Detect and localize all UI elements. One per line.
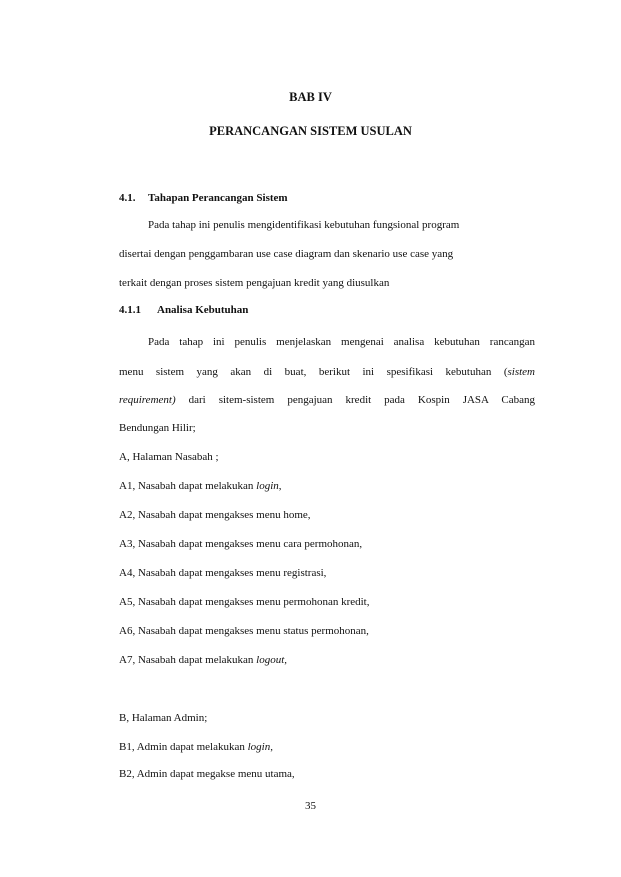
section-4-1-1-title: Analisa Kebutuhan: [157, 304, 249, 316]
section-4-1-1-para-line-3: requirement) dari sitem-sistem pengajuan kredit pada Kospin JASA Cabang: [119, 394, 535, 406]
nasabah-item-a3: A3, Nasabah dapat mengakses menu cara permohonan,: [119, 538, 363, 550]
section-4-1-para-line-3: terkait dengan proses sistem pengajuan kredit yang diusulkan: [119, 277, 390, 289]
admin-item-b2: B2, Admin dapat megakse menu utama,: [119, 768, 295, 780]
admin-heading: B, Halaman Admin;: [119, 712, 208, 724]
nasabah-item-a5: A5, Nasabah dapat mengakses menu permohonan kredit,: [119, 596, 370, 608]
section-4-1-para-line-2: disertai dengan penggambaran use case diagram dan skenario use case yang: [119, 248, 454, 260]
chapter-title: PERANCANGAN SISTEM USULAN: [209, 124, 412, 138]
admin-item-b1: B1, Admin dapat melakukan login,: [119, 741, 273, 753]
page-number: 35: [305, 800, 316, 812]
nasabah-item-a2: A2, Nasabah dapat mengakses menu home,: [119, 509, 311, 521]
section-4-1-1-para-line-4: Bendungan Hilir;: [119, 422, 196, 434]
section-4-1-1-para-line-2: menu sistem yang akan di buat, berikut ini spesifikasi kebutuhan (sistem: [119, 366, 535, 378]
nasabah-item-a6: A6, Nasabah dapat mengakses menu status permohonan,: [119, 625, 369, 637]
nasabah-heading: A, Halaman Nasabah ;: [119, 451, 219, 463]
nasabah-item-a1: A1, Nasabah dapat melakukan login,: [119, 480, 282, 492]
nasabah-item-a4: A4, Nasabah dapat mengakses menu registrasi,: [119, 567, 327, 579]
nasabah-item-a7: A7, Nasabah dapat melakukan logout,: [119, 654, 288, 666]
section-4-1-title: Tahapan Perancangan Sistem: [148, 192, 288, 204]
section-4-1-number: 4.1.: [119, 192, 136, 204]
section-4-1-1-number: 4.1.1: [119, 304, 141, 316]
section-4-1-1-para-line-1: Pada tahap ini penulis menjelaskan mengenai analisa kebutuhan rancangan: [148, 336, 535, 348]
section-4-1-para-line-1: Pada tahap ini penulis mengidentifikasi kebutuhan fungsional program: [148, 219, 460, 231]
chapter-number: BAB IV: [289, 90, 332, 104]
